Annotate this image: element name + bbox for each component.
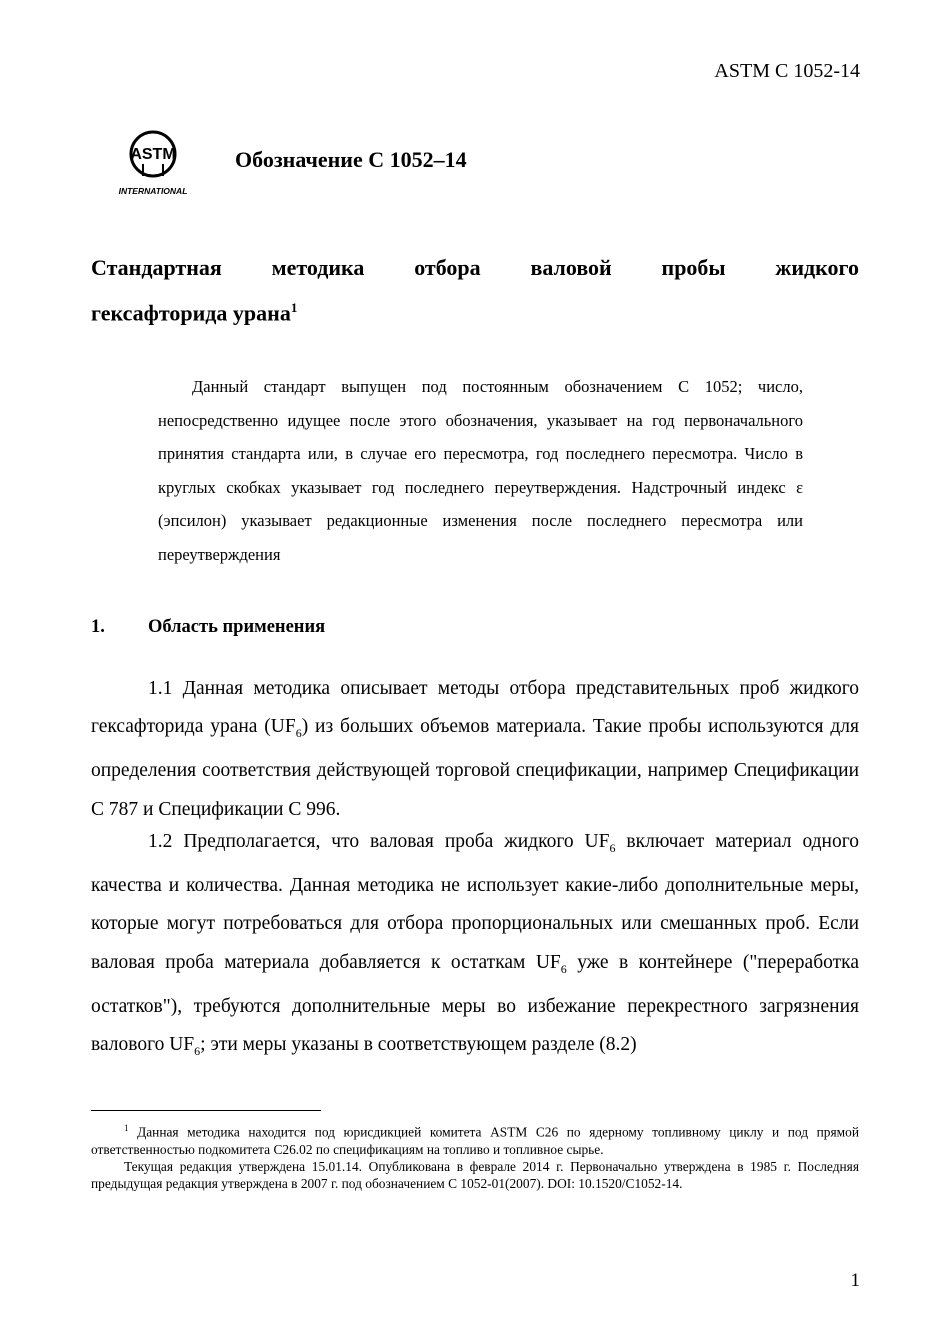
footnote-mark: 1	[124, 1123, 129, 1133]
header-standard-code: ASTM C 1052-14	[714, 60, 860, 82]
document-title	[91, 248, 859, 333]
para-1-2-text-a: 1.2 Предполагается, что валовая проба жидкого UF	[148, 831, 610, 852]
section-number: 1.	[91, 617, 105, 637]
para-1-2-text-b: включает материал одного качества и количества. Данная методика не использует какие-либо дополнительные меры, которые могут потребоваться для отбора пропорциональных или смешанных проб. Если валовая проба материала добавляется к остаткам UF	[91, 831, 859, 973]
footnote-1	[91, 1120, 859, 1158]
para-1-1-text-a: 1.1 Данная методика описывает методы отбора представительных проб жидкого гексафторида урана (UF	[91, 678, 859, 738]
subscript: 6	[609, 840, 616, 855]
footnotes	[91, 1120, 859, 1193]
title-line-1: Стандартная методика отбора валовой пробы жидкого	[91, 255, 859, 280]
footnote-1-text: Данная методика находится под юрисдикцией комитета ASTM С26 по ядерному топливному циклу и под прямой ответственностью подкомитета С26.02 по спецификациям на топливо и топливное сырье.	[91, 1124, 859, 1157]
subscript: 6	[560, 961, 567, 976]
standard-notice: Данный стандарт выпущен под постоянным обозначением С 1052; число, непосредственно идущее после этого обозначения, указывает на год первоначального принятия стандарта или, в случае его пересмотра, год последнего пересмотра. Число в круглых скобках указывает год последнего переутверждения. Надстрочный индекс ε (эпсилон) указывает редакционные изменения после последнего пересмотра или переутверждения	[158, 377, 803, 564]
footnote-divider	[91, 1110, 321, 1111]
title-line-2	[91, 288, 859, 333]
para-1-2-text-d: ; эти меры указаны в соответствующем разделе (8.2)	[200, 1034, 637, 1056]
paragraph-1-1	[91, 670, 859, 829]
section-title: Область применения	[148, 617, 326, 637]
logo-text-top: ASTM	[130, 146, 176, 163]
designation: Обозначение С 1052–14	[235, 147, 467, 172]
title-line-2-text: гексафторида урана	[91, 300, 291, 326]
subscript: 6	[194, 1044, 201, 1059]
para-1-1-text-b: ) из больших объемов материала. Такие пробы используются для определения соответствия действующей торговой спецификации, например Спецификации С 787 и Спецификации С 996.	[91, 716, 859, 820]
footnote-2: Текущая редакция утверждена 15.01.14. Опубликована в феврале 2014 г. Первоначально утверждена в 1985 г. Последняя предыдущая редакция утверждена в 2007 г. под обозначением С 1052-01(2007). DOI: 10.1520/C1052-14.	[91, 1159, 859, 1192]
section-heading	[91, 617, 325, 638]
astm-logo	[115, 128, 195, 198]
para-1-2-text-c: уже в контейнере ("переработка остатков"), требуются дополнительные меры во избежание перекрестного загрязнения валового UF	[91, 951, 859, 1056]
subscript: 6	[295, 726, 302, 741]
page-number: 1	[850, 1270, 860, 1291]
logo-text-bottom: INTERNATIONAL	[118, 186, 188, 196]
paragraph-1-2	[91, 823, 859, 1070]
title-footnote-mark: 1	[290, 300, 298, 315]
